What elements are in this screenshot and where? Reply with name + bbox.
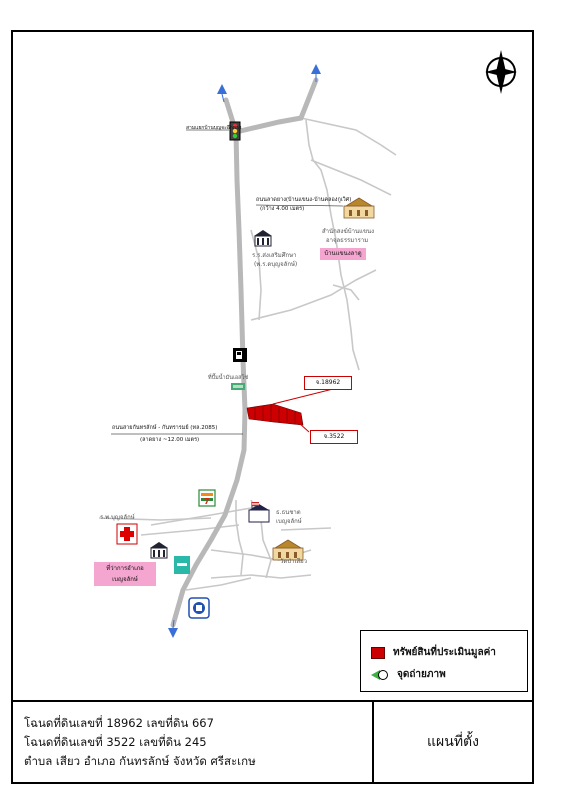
main-road-width: (ลาดยาง ~12.00 เมตร)	[140, 437, 200, 443]
legend-asset-row	[371, 645, 496, 660]
bank-label-sub: เบญจลักษ์	[276, 518, 302, 525]
village-road-width: (กว้าง 4.00 เมตร)	[260, 206, 305, 212]
school-label: ร.ร.ส่งเสริมศึกษา	[252, 252, 297, 259]
district-office-label: สำนักสงฆ์บ้านแขนง	[322, 228, 375, 235]
district-pink-line1: ที่ว่าการอำเภอ	[106, 565, 144, 572]
svg-text:7: 7	[204, 497, 210, 506]
footer-line-3: ตำบล เสียว อำเภอ กันทรลักษ์ จังหวัด ศรีสะเกษ	[24, 754, 256, 768]
legend-asset-label: ทรัพย์สินที่ประเมินมูลค่า	[393, 647, 496, 658]
footer-info	[24, 714, 364, 771]
footer-line-1: โฉนดที่ดินเลขที่ 18962 เลขที่ดิน 667	[24, 716, 214, 730]
government-icon	[254, 230, 272, 246]
footer-line-2: โฉนดที่ดินเลขที่ 3522 เลขที่ดิน 245	[24, 735, 207, 749]
location-map	[11, 30, 534, 702]
seven-eleven-icon	[199, 490, 215, 506]
fuel-station-icon	[231, 383, 245, 390]
hospital-cross-icon	[117, 524, 137, 544]
temple-lower-label: วัดป่าเสียว	[280, 558, 308, 565]
traffic-light-label: สามแยกบ้านบุญจะอีกพยุง	[186, 125, 242, 131]
main-road-label: ถนนสายกันทรลักษ์ - กันทรารมย์ (ทล.2085)	[112, 425, 218, 431]
asset-swatch-icon	[371, 647, 385, 659]
map-title: แผนที่ตั้ง	[427, 734, 479, 750]
deed-18962-label: จ.18962	[304, 376, 352, 390]
school-sub: (พ.ร.ดบุญจลักษ์)	[254, 261, 298, 268]
photo-point-icon	[371, 669, 389, 681]
kiosk-icon	[174, 556, 190, 574]
gas-station-label: ที่ปั๊มน้ำมันเอสโซ่	[208, 375, 249, 381]
district-pink-badge	[94, 562, 156, 586]
police-icon	[189, 598, 209, 618]
district-pink-line2: เบญจลักษ์	[112, 576, 138, 583]
village-road-label: ถนนลาดยาง(บ้านแขนง-บ้านคลองกูเวิศ)	[256, 197, 352, 203]
legend-photo-row	[371, 667, 446, 682]
svg-text:N: N	[498, 64, 504, 72]
minor-roads	[99, 118, 396, 590]
bank-label: ธ.ธนชาต	[276, 509, 301, 516]
village-pink-badge: บ้านแขนงลาดู	[320, 248, 366, 260]
compass-icon	[485, 50, 517, 94]
bank-icon	[150, 542, 168, 558]
district-office-sub: อาจุลธรรมาราม	[326, 237, 369, 244]
legend	[360, 630, 528, 692]
asset-parcels	[247, 404, 303, 425]
flag-building-icon	[249, 502, 269, 522]
deed-3522-label: จ.3522	[310, 430, 358, 444]
gas-pump-icon	[233, 348, 247, 362]
hospital-label: ร.พ.บุญจลักษ์	[100, 514, 135, 521]
legend-photo-label: จุดถ่ายภาพ	[397, 669, 446, 680]
